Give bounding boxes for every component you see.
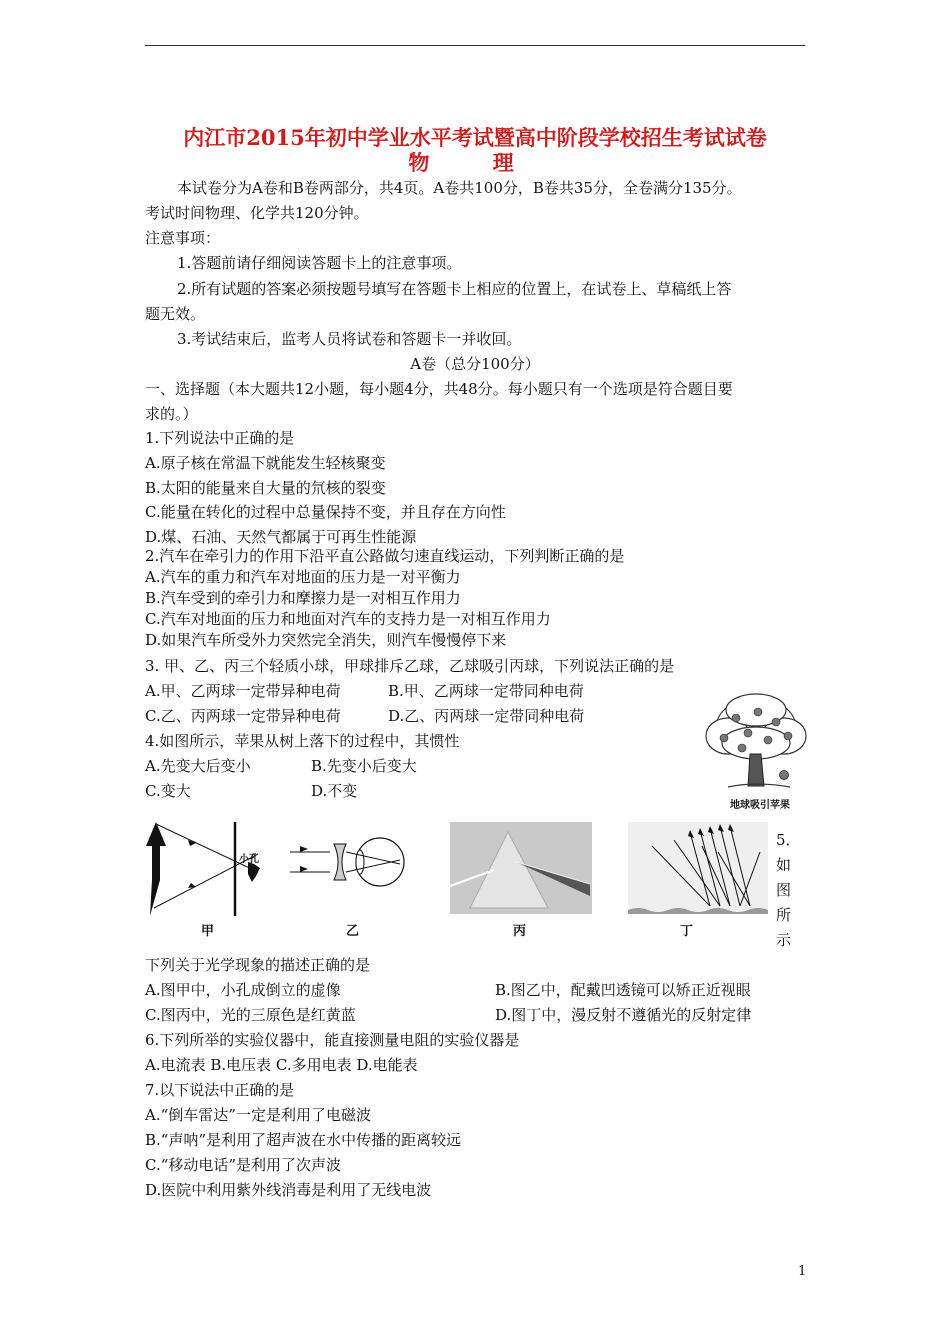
q3-option-d: D.乙、丙两球一定带同种电荷 — [388, 707, 585, 725]
note-2a: 2.所有试题的答案必须按题号填写在答题卡上相应的位置上，在试卷上、草稿纸上答 — [177, 280, 732, 298]
figure-bing-label: 丙 — [513, 924, 527, 939]
q5-side-4: 所 — [776, 906, 792, 924]
figure-ding-label: 丁 — [680, 924, 694, 939]
q3-option-c: C.乙、丙两球一定带异种电荷 — [145, 707, 341, 725]
q1-option-a: A.原子核在常温下就能发生轻核聚变 — [145, 454, 386, 472]
figure-bing-prism — [450, 822, 592, 914]
part1-instructions-a: 一、选择题（本大题共12小题，每小题4分，共48分。每小题只有一个选项是符合题目要 — [145, 380, 733, 398]
section-a-heading: A卷（总分100分） — [410, 355, 540, 373]
q5-stem: 下列关于光学现象的描述正确的是 — [145, 956, 371, 974]
q3-option-b: B.甲、乙两球一定带同种电荷 — [388, 682, 584, 700]
q5-option-b: B.图乙中，配戴凹透镜可以矫正近视眼 — [495, 981, 751, 999]
page-number: 1 — [798, 1264, 807, 1279]
q2-option-c: C.汽车对地面的压力和地面对汽车的支持力是一对相互作用力 — [145, 610, 551, 628]
q5-side-5: 示 — [776, 931, 792, 949]
q2-option-a: A.汽车的重力和汽车对地面的压力是一对平衡力 — [145, 568, 461, 586]
note-1: 1.答题前请仔细阅读答题卡上的注意事项。 — [177, 254, 462, 272]
q4-stem: 4.如图所示，苹果从树上落下的过程中，其惯性 — [145, 732, 460, 750]
q2-option-d: D.如果汽车所受外力突然完全消失，则汽车慢慢停下来 — [145, 631, 507, 649]
apple-figure-caption: 地球吸引苹果 — [730, 800, 790, 811]
header-rule — [145, 45, 805, 46]
q4-option-a: A.先变大后变小 — [145, 757, 251, 775]
q5-side-3: 图 — [776, 881, 792, 899]
q4-option-d: D.不变 — [311, 782, 358, 800]
q1-option-d: D.煤、石油、天然气都属于可再生性能源 — [145, 528, 417, 546]
exam-title: 内江市2015年初中学业水平考试暨高中阶段学校招生考试试卷 — [183, 125, 767, 150]
note-2b: 题无效。 — [145, 305, 206, 323]
exam-subject: 物 理 — [408, 150, 542, 175]
q7-option-b: B.“声呐”是利用了超声波在水中传播的距离较远 — [145, 1131, 462, 1149]
q5-option-d: D.图丁中，漫反射不遵循光的反射定律 — [495, 1006, 752, 1024]
q5-option-c: C.图丙中，光的三原色是红黄蓝 — [145, 1006, 356, 1024]
q5-option-a: A.图甲中，小孔成倒立的虚像 — [145, 981, 341, 999]
intro-line-1: 本试卷分为A卷和B卷两部分，共4页。A卷共100分，B卷共35分，全卷满分135分。 — [177, 179, 742, 197]
q1-stem: 1.下列说法中正确的是 — [145, 429, 295, 447]
q1-option-b: B.太阳的能量来自大量的氘核的裂变 — [145, 479, 386, 497]
q7-option-c: C.“移动电话”是利用了次声波 — [145, 1156, 342, 1174]
q7-option-d: D.医院中利用紫外线消毒是利用了无线电波 — [145, 1181, 432, 1199]
pinhole-label: 小孔 — [239, 854, 259, 865]
intro-line-2: 考试时间物理、化学共120分钟。 — [145, 204, 369, 222]
apple-tree-figure — [698, 688, 813, 803]
figure-jia-label: 甲 — [201, 924, 215, 939]
q3-option-a: A.甲、乙两球一定带异种电荷 — [145, 682, 341, 700]
q6-options: A.电流表 B.电压表 C.多用电表 D.电能表 — [145, 1056, 418, 1074]
q4-option-b: B.先变小后变大 — [311, 757, 417, 775]
part1-instructions-b: 求的。） — [145, 405, 198, 423]
q7-stem: 7.以下说法中正确的是 — [145, 1081, 295, 1099]
q3-stem: 3. 甲、乙、丙三个轻质小球，甲球排斥乙球，乙球吸引丙球，下列说法正确的是 — [145, 657, 675, 675]
q4-option-c: C.变大 — [145, 782, 191, 800]
q6-stem: 6.下列所举的实验仪器中，能直接测量电阻的实验仪器是 — [145, 1031, 520, 1049]
q2-stem: 2.汽车在牵引力的作用下沿平直公路做匀速直线运动，下列判断正确的是 — [145, 547, 625, 565]
q5-side-2: 如 — [776, 856, 792, 874]
figure-jia-pinhole — [140, 820, 270, 920]
q5-side-1: 5． — [776, 831, 801, 849]
q1-option-c: C.能量在转化的过程中总量保持不变，并且存在方向性 — [145, 503, 506, 521]
notes-label: 注意事项： — [145, 229, 221, 247]
figure-yi-label: 乙 — [346, 924, 360, 939]
figure-yi-eye-lens — [288, 822, 408, 912]
q7-option-a: A.“倒车雷达”一定是利用了电磁波 — [145, 1106, 371, 1124]
note-3: 3.考试结束后，监考人员将试卷和答题卡一并收回。 — [177, 330, 522, 348]
figure-ding-diffuse-reflection — [628, 822, 768, 914]
q2-option-b: B.汽车受到的牵引力和摩擦力是一对相互作用力 — [145, 589, 461, 607]
